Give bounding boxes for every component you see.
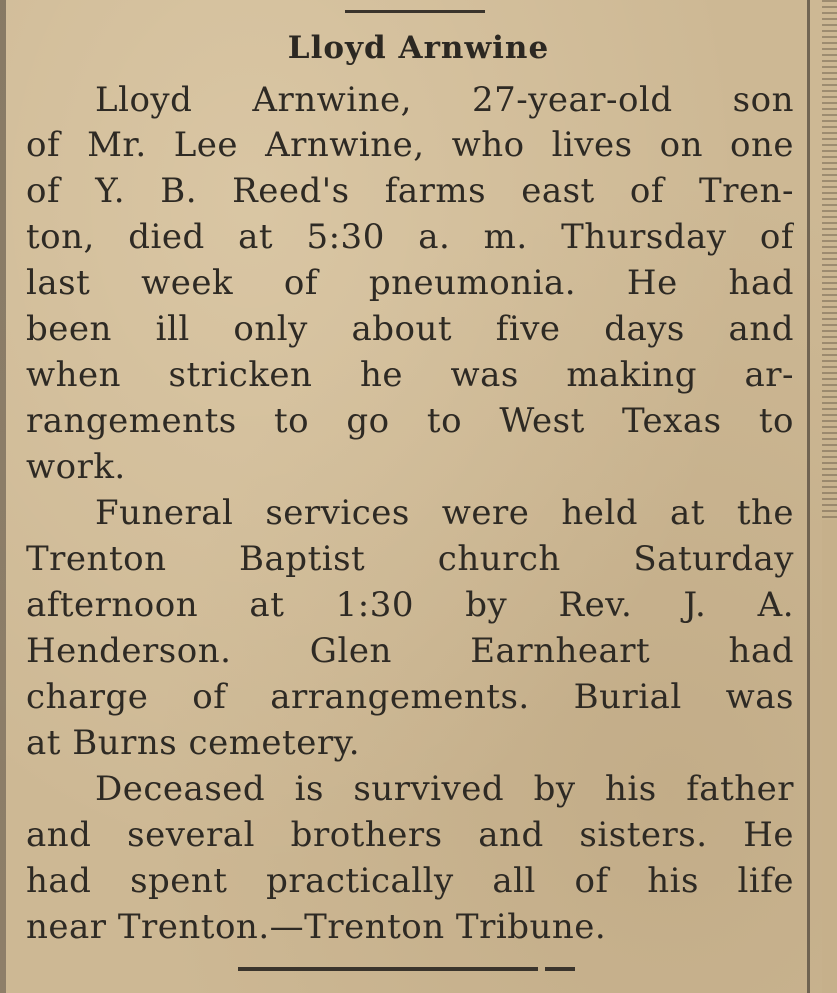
text-line: ton, died at 5:30 a. m. Thursday of xyxy=(26,217,794,257)
text-line: last week of pneumonia. He had xyxy=(26,263,794,303)
text-line: when stricken he was making ar- xyxy=(26,355,794,395)
top-rule xyxy=(345,10,485,13)
text-line: Funeral services were held at the xyxy=(95,493,794,533)
text-line: Trenton Baptist church Saturday xyxy=(26,539,794,579)
text-line: afternoon at 1:30 by Rev. J. A. xyxy=(26,585,794,625)
right-column-border xyxy=(807,0,810,993)
text-line: of Y. B. Reed's farms east of Tren- xyxy=(26,171,794,211)
text-line: of Mr. Lee Arnwine, who lives on one xyxy=(26,125,794,165)
text-line: Lloyd Arnwine, 27-year-old son xyxy=(95,80,794,120)
text-line: work. xyxy=(26,447,126,487)
bottom-rule-dash xyxy=(545,967,575,971)
text-line: and several brothers and sisters. He xyxy=(26,815,794,855)
adjacent-column-blank xyxy=(822,520,837,993)
text-line: been ill only about five days and xyxy=(26,309,794,349)
text-line: at Burns cemetery. xyxy=(26,723,361,763)
text-line: Deceased is survived by his father xyxy=(95,769,794,809)
text-line: had spent practically all of his life xyxy=(26,861,794,901)
text-line: rangements to go to West Texas to xyxy=(26,401,794,441)
article-title: Lloyd Arnwine xyxy=(287,30,550,66)
text-line: Henderson. Glen Earnheart had xyxy=(26,631,794,671)
text-line: charge of arrangements. Burial was xyxy=(26,677,794,717)
bottom-rule xyxy=(238,967,538,971)
text-line: near Trenton.—Trenton Tribune. xyxy=(26,907,607,947)
left-column-border xyxy=(0,0,6,993)
